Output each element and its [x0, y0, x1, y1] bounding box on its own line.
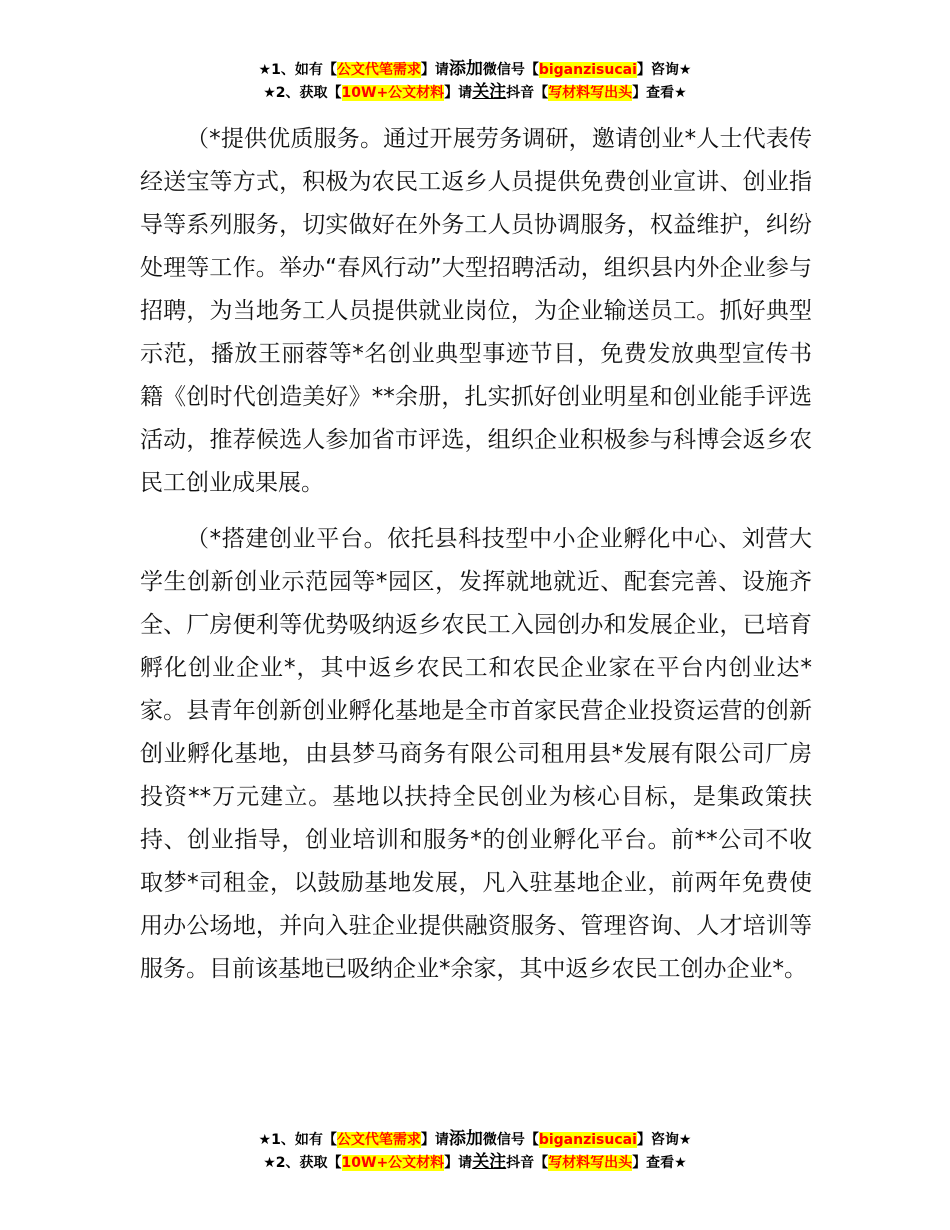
banner-text: 抖音【 [506, 85, 549, 101]
banner-text: 】请 [420, 1132, 449, 1148]
banner-emphasis-add: 添加 [448, 59, 483, 79]
banner-highlight-service: 公文代笔需求 [336, 1132, 421, 1148]
header-banner [0, 58, 950, 104]
banner-text: 】请 [444, 1155, 473, 1171]
banner-text: ★2、获取【 [263, 1155, 342, 1171]
paragraph-provide-services: （*提供优质服务。通过开展劳务调研，邀请创业*人士代表传经送宝等方式，积极为农民工返乡人员提供免费创业宣讲、创业指导等系列服务，切实做好在外务工人员协调服务，权益维护，纠纷处理等工作。举办“春风行动”大型招聘活动，组织县内外企业参与招聘，为当地务工人员提供就业岗位，为企业输送员工。抓好典型示范，播放王丽蓉等*名创业典型事迹节目，免费发放典型宣传书籍《创时代创造美好》**余册，扎实抓好创业明星和创业能手评选活动，推荐候选人参加省市评选，组织企业积极参与科博会返乡农民工创业成果展。 [140, 126, 812, 496]
banner-text: 】查看★ [632, 85, 687, 101]
banner-line-1 [0, 1128, 950, 1151]
banner-highlight-materials: 10W+公文材料 [341, 85, 445, 101]
banner-highlight-douyin-id: 写材料写出头 [548, 85, 633, 101]
banner-highlight-materials: 10W+公文材料 [341, 1155, 445, 1171]
banner-text: 】咨询★ [636, 1132, 692, 1148]
banner-highlight-wechat-id: biganzisucai [538, 1132, 637, 1148]
banner-highlight-service: 公文代笔需求 [336, 62, 421, 78]
banner-line-1 [0, 58, 950, 81]
banner-text: 微信号【 [482, 1132, 539, 1148]
banner-highlight-wechat-id: biganzisucai [538, 62, 637, 78]
banner-text: 】咨询★ [636, 62, 692, 78]
banner-line-2 [0, 1151, 950, 1174]
banner-text: 微信号【 [482, 62, 539, 78]
banner-text: ★1、如有【 [258, 1132, 337, 1148]
banner-emphasis-follow: 关注 [472, 1152, 507, 1172]
banner-line-2 [0, 81, 950, 104]
footer-banner [0, 1128, 950, 1174]
banner-text: 抖音【 [506, 1155, 549, 1171]
banner-text: ★1、如有【 [258, 62, 337, 78]
banner-text: 】查看★ [632, 1155, 687, 1171]
banner-emphasis-follow: 关注 [472, 82, 507, 102]
banner-text: 】请 [444, 85, 473, 101]
banner-text: 】请 [420, 62, 449, 78]
banner-highlight-douyin-id: 写材料写出头 [548, 1155, 633, 1171]
banner-text: ★2、获取【 [263, 85, 342, 101]
banner-emphasis-add: 添加 [448, 1129, 483, 1149]
document-body [140, 118, 812, 1004]
paragraph-build-platform: （*搭建创业平台。依托县科技型中小企业孵化中心、刘营大学生创新创业示范园等*园区，发挥就地就近、配套完善、设施齐全、厂房便利等优势吸纳返乡农民工入园创办和发展企业，已培育孵化创业企业*，其中返乡农民工和农民企业家在平台内创业达*家。县青年创新创业孵化基地是全市首家民营企业投资运营的创新创业孵化基地，由县梦马商务有限公司租用县*发展有限公司厂房投资**万元建立。基地以扶持全民创业为核心目标，是集政策扶持、创业指导，创业培训和服务*的创业孵化平台。前**公司不收取梦*司租金，以鼓励基地发展，凡入驻基地企业，前两年免费使用办公场地，并向入驻企业提供融资服务、管理咨询、人才培训等服务。目前该基地已吸纳企业*余家，其中返乡农民工创办企业*。 [140, 526, 812, 982]
